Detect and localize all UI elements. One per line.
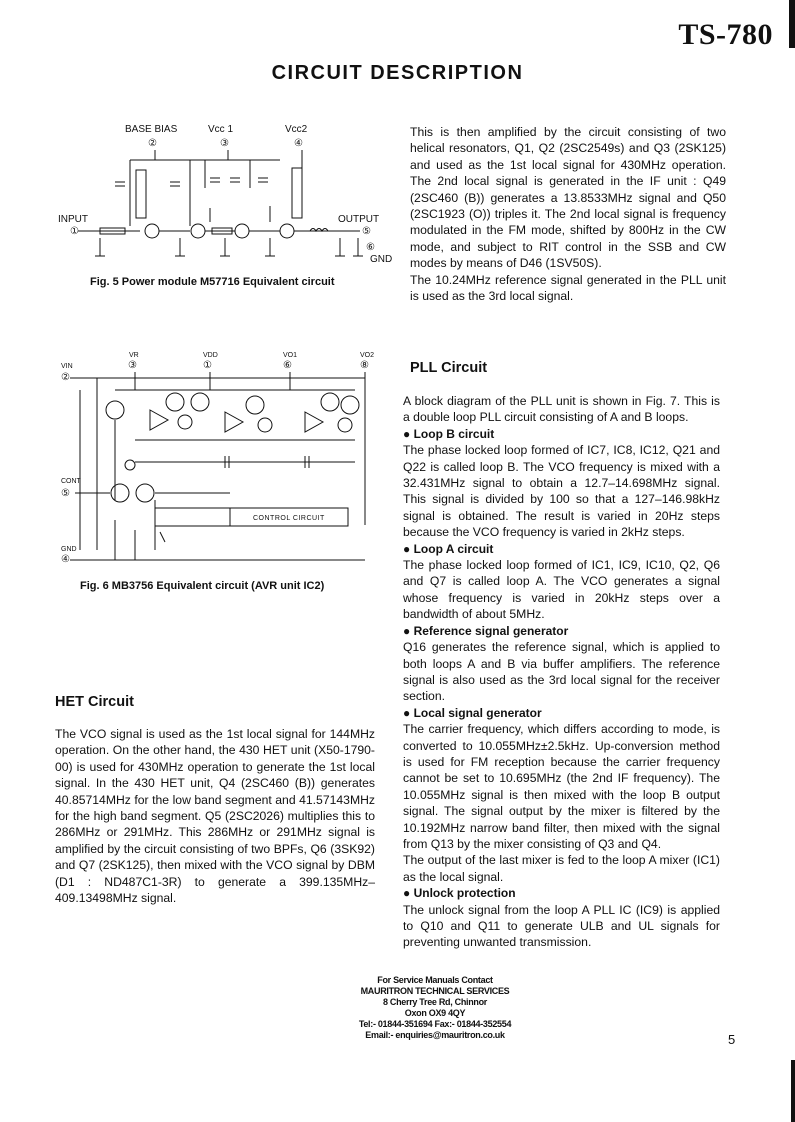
contact-block (300, 975, 570, 1041)
fig6-pin-4: ④ (61, 554, 70, 565)
fig6-pin-8: ⑧ (360, 360, 369, 371)
right-intro (410, 124, 726, 304)
model-number: TS-780 (678, 18, 773, 51)
loop-b-title: ● Loop B circuit (403, 426, 495, 441)
contact-line-5: Tel:- 01844-351694 Fax:- 01844-352554 (358, 1019, 512, 1029)
fig6-pin-3: ③ (128, 360, 137, 371)
pll-intro: A block diagram of the PLL unit is shown in Fig. 7. This is a double loop PLL circuit consisting of A and B loops. (403, 394, 720, 425)
intro-paragraph-2: The 10.24MHz reference signal generated in the PLL unit is used as the 3rd local signal. (410, 272, 726, 304)
edge-bar (789, 0, 795, 48)
unlock-text: The unlock signal from the loop A PLL IC (IC9) is applied to Q10 and Q11 to generate ULB and UL signals for preventing unwanted transmission. (403, 902, 720, 950)
contact-line-6: Email:- enquiries@mauritron.co.uk (365, 1030, 505, 1040)
intro-paragraph-1: This is then amplified by the circuit consisting of two helical resonators, Q1, Q2 (2SC2549s) and Q3 (2SK125) and used as the 1st local signal for 430MHz operation. The 2nd local signal is generated in the IF unit : Q49 (2SC460 (B)) generates a 13.8533MHz signal and Q50 (2SC1923 (O)) triples it. The 2nd local signal is frequency modulated in the FM mode, shifted by 800Hz in the CW mode, and subject to RIT control in the SSB and CW modes by means of D46 (1SV50S). (410, 125, 726, 271)
fig5-pin-6: ⑥ (366, 242, 375, 253)
het-paragraph: The VCO signal is used as the 1st local signal for 144MHz operation. On the other hand, the 430 HET unit (X50-1790-00) is used for 430MHz operation to generate the 1st local signal. In the 430 HET unit, Q4 (2SC460 (B)) generates 40.85714MHz for the low band segment and 41.57143MHz for the high band segment. Q5 (2SC2026) multiplies this to 286MHz or 291MHz. This 286MHz or 291MHz signal is amplified by the circuit consisting of two BPFs, Q6 (3SK92) and Q7 (2SK125), then mixed with the VCO signal by DBM (D1 : ND487C1-3R) to generate a 399.135MHz–409.13498MHz signal. (55, 727, 375, 906)
fig5-schematic (40, 118, 400, 273)
ref-gen-title: ● Reference signal generator (403, 623, 569, 638)
fig5-label-vcc1: Vcc 1 (208, 124, 234, 135)
fig6-label-vr: VR (129, 352, 139, 359)
fig6-label-cont: CONT (61, 478, 81, 485)
fig5-pin-4: ④ (294, 138, 303, 149)
fig6-label-gnd: GND (61, 546, 77, 553)
loop-a-title: ● Loop A circuit (403, 541, 494, 556)
loop-a-text: The phase locked loop formed of IC1, IC9, IC10, Q2, Q6 and Q7 is called loop A. The VCO generates a signal whose frequency is varied in 20kHz steps over a bandwidth of about 5MHz. (403, 558, 720, 622)
het-heading: HET Circuit (55, 694, 134, 710)
fig5-label-vcc2: Vcc2 (285, 124, 308, 135)
fig6-label-vin: VIN (61, 363, 73, 370)
pll-body (403, 393, 720, 951)
fig6-figure (55, 350, 385, 622)
local-gen-text-1: The carrier frequency, which differs according to mode, is converted to 10.055MHz±2.5kHz. Up-conversion method is used for FM reception because the carrier frequency cannot be set to 10.695MHz (the 2nd IF frequency). The 10.055MHz signal is then mixed with the loop B output signal. The signal output by the mixer is filtered by the 10.192MHz narrow band filter, then mixed with the signal from Q13 by the mixer consisting of Q3 and Q4. (403, 722, 720, 851)
page-title: CIRCUIT DESCRIPTION (271, 62, 524, 84)
fig5-pin-1: ① (70, 226, 79, 237)
fig6-pin-6: ⑥ (283, 360, 292, 371)
contact-line-1: For Service Manuals Contact (377, 975, 493, 985)
fig6-pin-2: ② (61, 372, 70, 383)
fig6-label-vo2: VO2 (360, 352, 375, 359)
fig6-control-circuit-label: CONTROL CIRCUIT (253, 515, 325, 522)
fig5-figure (40, 118, 400, 293)
fig5-label-gnd: GND (370, 254, 393, 265)
ref-gen-text: Q16 generates the reference signal, which is applied to both loops A and B via buffer amplifiers. The reference signal is also used as the 3rd local signal for the receiver section. (403, 640, 720, 704)
fig5-pin-3: ③ (220, 138, 229, 149)
fig6-caption: Fig. 6 MB3756 Equivalent circuit (AVR unit IC2) (80, 580, 325, 592)
fig5-label-output: OUTPUT (338, 214, 380, 225)
local-gen-title: ● Local signal generator (403, 705, 542, 720)
fig6-schematic (55, 350, 385, 570)
fig6-pin-1: ① (203, 360, 212, 371)
fig6-label-vdd: VDD (203, 352, 218, 359)
fig6-label-vo1: VO1 (283, 352, 298, 359)
fig6-pin-5: ⑤ (61, 488, 70, 499)
fig5-label-base-bias: BASE BIAS (125, 124, 178, 135)
fig5-pin-5: ⑤ (362, 226, 371, 237)
contact-line-3: 8 Cherry Tree Rd, Chinnor (382, 997, 488, 1007)
contact-line-4: Oxon OX9 4QY (404, 1008, 466, 1018)
contact-line-2: MAURITRON TECHNICAL SERVICES (360, 986, 510, 996)
pll-heading: PLL Circuit (410, 360, 488, 376)
het-body (55, 726, 375, 906)
unlock-title: ● Unlock protection (403, 886, 516, 901)
local-gen-text-2: The output of the last mixer is fed to the loop A mixer (IC1) as the local signal. (403, 853, 720, 884)
loop-b-text: The phase locked loop formed of IC7, IC8, IC12, Q21 and Q22 is called loop B. The VCO frequency is mixed with a 32.431MHz signal to obtain a 12.7–14.698MHz signal. This signal is divided by 100 so that a 127–146.98kHz signal is obtained. The result is varied in 20Hz steps because the VCO frequency is varied in 2kHz steps. (403, 443, 720, 540)
fig5-caption: Fig. 5 Power module M57716 Equivalent circuit (90, 276, 335, 288)
fig5-pin-2: ② (148, 138, 157, 149)
page-number: 5 (728, 1032, 736, 1047)
fig5-label-input: INPUT (58, 214, 88, 225)
edge-bar-bottom (791, 1060, 795, 1122)
